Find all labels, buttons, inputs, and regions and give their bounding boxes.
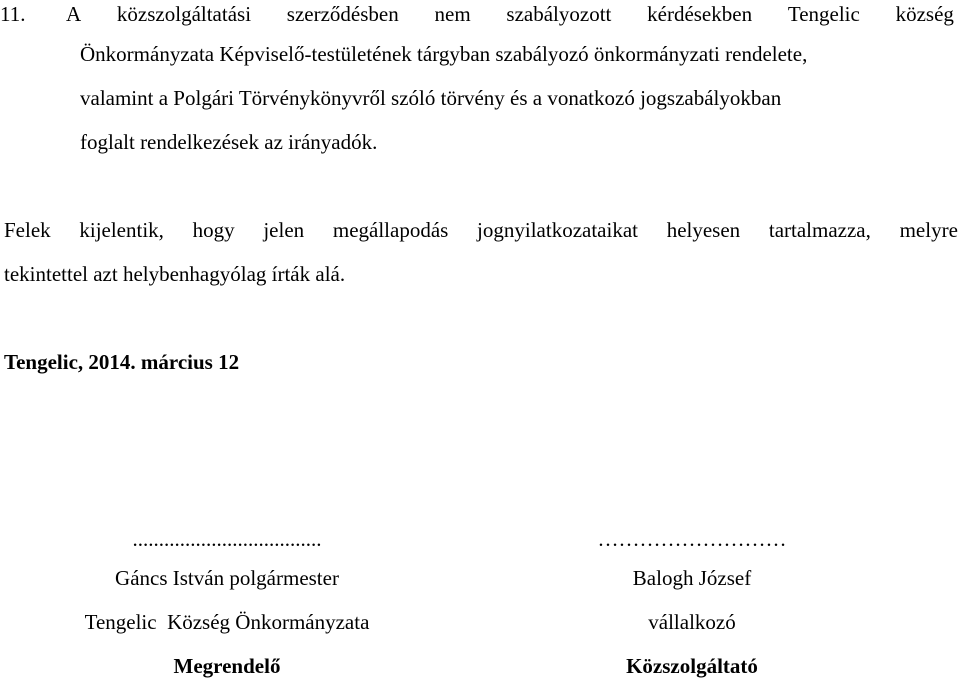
word: tartalmazza,: [768, 218, 871, 242]
word: szerződésben: [286, 2, 399, 26]
word: jelen: [263, 218, 305, 242]
word: helyesen: [666, 218, 741, 242]
clause-line-2: Önkormányzata Képviselő-testületének tárgyban szabályozó önkormányzati rendelete,: [80, 42, 808, 66]
right-signature-line: ………………………: [597, 527, 787, 551]
word: szabályozott: [506, 2, 612, 26]
word: hogy: [192, 218, 235, 242]
left-signatory-name: Gáncs István polgármester: [115, 566, 339, 590]
word: kérdésekben: [647, 2, 753, 26]
left-signature-line: ....................................: [132, 527, 322, 551]
right-signatory-name: Balogh József: [632, 566, 752, 590]
word: melyre: [899, 218, 958, 242]
clause-line-3: valamint a Polgári Törvénykönyvről szóló törvény és a vonatkozó jogszabályokban: [80, 86, 782, 110]
declaration-line-2: tekintettel azt helybenhagyólag írták alá.: [4, 262, 346, 286]
word: Tengelic: [787, 2, 860, 26]
word: kijelentik,: [79, 218, 164, 242]
clause-number: 11.: [0, 2, 26, 26]
word: község: [895, 2, 954, 26]
left-signatory-org: Tengelic Község Önkormányzata: [84, 610, 370, 634]
word: A: [66, 2, 82, 26]
left-signatory-role: Megrendelő: [173, 654, 281, 678]
right-signatory-org: vállalkozó: [648, 610, 736, 634]
declaration-line-1: [4, 218, 958, 242]
word: közszolgáltatási: [116, 2, 252, 26]
word: Felek: [4, 218, 51, 242]
word: jognyilatkozataikat: [477, 218, 638, 242]
word: nem: [434, 2, 471, 26]
right-signatory-role: Közszolgáltató: [626, 654, 758, 678]
word: megállapodás: [332, 218, 449, 242]
clause-line-4: foglalt rendelkezések az irányadók.: [80, 130, 378, 154]
clause-line-1: [66, 2, 954, 26]
place-date: Tengelic, 2014. március 12: [4, 350, 240, 374]
